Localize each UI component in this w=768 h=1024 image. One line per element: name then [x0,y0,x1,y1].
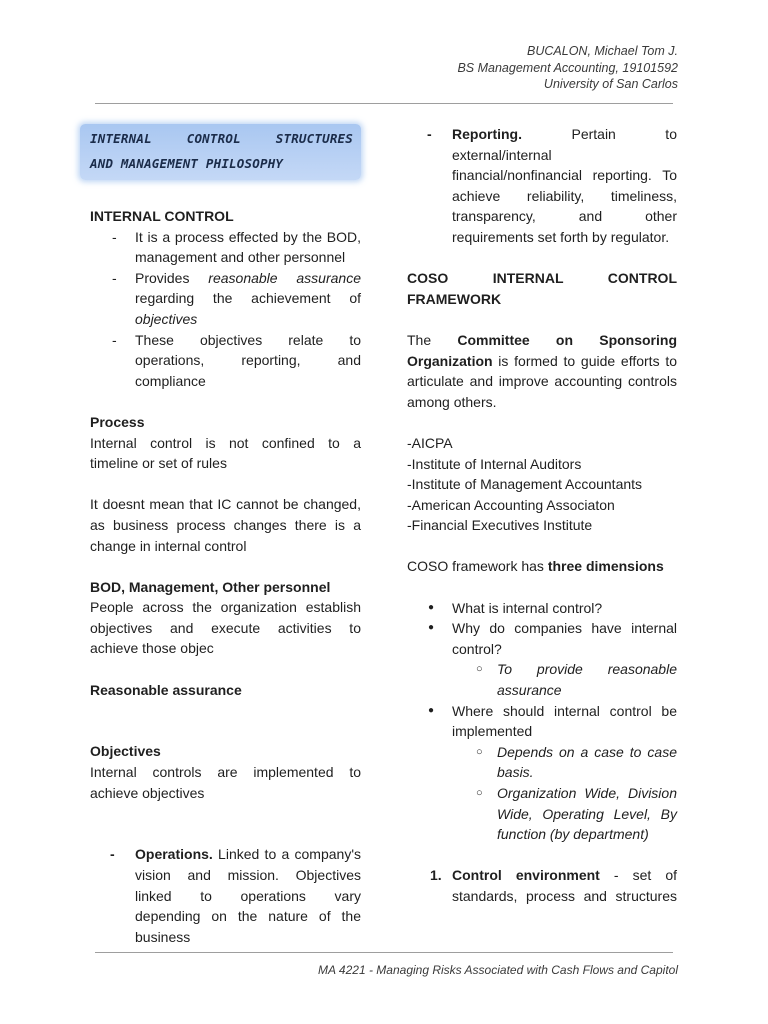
list-item-line: achieve reliability, timeliness, [452,187,677,204]
text-line: articulate and improve accounting controls [407,373,677,390]
author-name: BUCALON, Michael Tom J. [527,44,678,58]
list-item-line: operations, reporting, and [135,352,361,369]
list-item-line: Where should internal control be [452,702,677,719]
section-title [80,124,361,180]
list-item-line: standards, process and structures [452,887,677,904]
text-line: achieve objectives [90,784,205,801]
objectives-heading: Objectives [90,743,161,760]
number-marker: 1. [430,867,442,884]
left-column [90,124,361,947]
list-item-line [452,124,677,145]
list-item-line: Depends on a case to case [497,743,677,760]
process-paragraph-1 [90,433,361,474]
reasonable-assurance-heading: Reasonable assurance [90,681,242,698]
process-paragraph-2 [90,494,361,556]
list-item-line: To provide reasonable [497,661,677,678]
spacer [90,824,361,845]
control-environment-label: Control environment [452,867,600,884]
text-run: Pertain to [522,126,677,142]
document-footer: MA 4221 - Managing Risks Associated with Cash Flows and Capitol [318,963,678,977]
list-item-line: assurance [497,682,562,699]
bullet-icon: ● [428,704,435,716]
bullet-icon: ● [428,622,435,634]
list-item [90,227,361,268]
list-item-line: depending on the nature of the [135,908,361,925]
process-heading: Process [90,413,145,430]
list-item-line [135,268,361,289]
list-item [407,618,677,659]
organization-list [407,433,677,536]
text-line: Internal controls are implemented to [90,764,361,781]
operations-item [90,844,361,947]
committee-paragraph [407,330,677,412]
right-column [407,124,677,907]
text-line: It doesnt mean that IC cannot be changed, [90,496,361,513]
footer-divider [95,952,673,953]
circle-bullet-icon: ○ [476,787,483,799]
bod-heading: BOD, Management, Other personnel [90,578,331,595]
text-line: Internal control is not confined to a [90,434,361,451]
list-item-line: external/internal [452,146,552,163]
heading-line: COSO INTERNAL CONTROL [407,270,677,287]
list-item: -Institute of Internal Auditors [407,455,582,472]
emphasis-text: reasonable assurance [208,269,361,286]
text-run: Provides [135,269,209,286]
title-line-1: INTERNAL CONTROL STRUCTURES [90,131,353,146]
list-item-line: business [135,928,191,945]
list-item-line: vision and mission. Objectives [135,867,361,883]
dash-marker: - [112,331,117,348]
circle-bullet-icon: ○ [476,745,483,758]
text-line: as business process changes there is a [90,516,361,533]
spacer [90,721,361,742]
coso-heading [407,268,677,309]
dash-marker: - [112,269,117,286]
internal-control-heading: INTERNAL CONTROL [90,208,234,224]
text-run: The [407,331,458,348]
list-item-line: basis. [497,764,534,781]
text-line: achieve those objec [90,640,214,657]
reporting-item [407,124,677,248]
list-item-line [452,865,677,886]
text-line: objectives and execute activities to [90,619,361,636]
text-line: People across the organization establish [90,599,361,616]
list-item-line [135,844,361,865]
list-item [90,268,361,330]
dash-marker: - [110,846,115,863]
list-item-line: Why do companies have internal [452,620,677,637]
header-divider [95,103,673,104]
sub-list-item [407,783,677,845]
list-item-line: These objectives relate to [135,331,361,348]
dash-marker: - [427,126,432,142]
title-line-2: AND MANAGEMENT PHILOSOPHY [90,156,284,171]
list-item-line: financial/nonfinancial reporting. To [452,167,677,184]
list-item [407,701,677,742]
operations-label: Operations. [135,846,213,863]
list-item-line: linked to operations vary [135,887,361,904]
list-item-line: Wide, Operating Level, By [497,805,677,822]
numbered-item [407,865,677,906]
bold-text: Committee on Sponsoring [457,331,677,348]
bod-paragraph [90,597,361,659]
list-item [90,330,361,392]
text-line: timeline or set of rules [90,455,227,472]
circle-bullet-icon: ○ [476,663,483,676]
document-header [457,43,678,93]
list-item-line: Organization Wide, Division [497,785,677,801]
list-item-line: compliance [135,372,206,389]
dimensions-line [407,556,677,577]
text-line: among others. [407,393,497,410]
text-line: change in internal control [90,537,247,554]
list-item-line: requirements set forth by regulator. [452,228,670,245]
emphasis-text: objectives [135,310,198,327]
list-item [407,598,677,619]
reporting-label: Reporting. [452,126,522,142]
sub-list-item [407,742,677,783]
list-item: -AICPA [407,434,453,451]
bullet-icon: ● [428,601,435,613]
list-item: -American Accounting Associaton [407,496,615,513]
sub-list-item [407,659,677,700]
list-item-line: implemented [452,723,533,740]
text-run: - set of [599,867,678,884]
list-item: -Institute of Management Accountants [407,476,643,493]
text-line [407,351,677,372]
list-item-line: regarding the achievement of [135,290,361,307]
list-item-line: function (by department) [497,826,649,843]
text-run: Linked to a company's [212,846,361,863]
text-run: COSO framework has [407,558,548,575]
list-item-line: management and other personnel [135,249,346,266]
list-item: -Financial Executives Institute [407,517,593,534]
text-line [407,330,677,351]
list-item-line: control? [452,640,502,657]
objectives-paragraph [90,762,361,803]
text-run: is formed to guide efforts to [492,352,677,369]
heading-line: FRAMEWORK [407,290,502,307]
author-program: BS Management Accounting, 19101592 [457,60,678,75]
list-item-line: transparency, and other [452,208,677,225]
author-school: University of San Carlos [543,77,678,91]
bold-text: three dimensions [547,558,664,575]
bold-text: Organization [407,352,493,369]
list-item-line: What is internal control? [452,599,603,616]
dash-marker: - [112,228,117,245]
list-item-line: It is a process effected by the BOD, [135,228,361,245]
